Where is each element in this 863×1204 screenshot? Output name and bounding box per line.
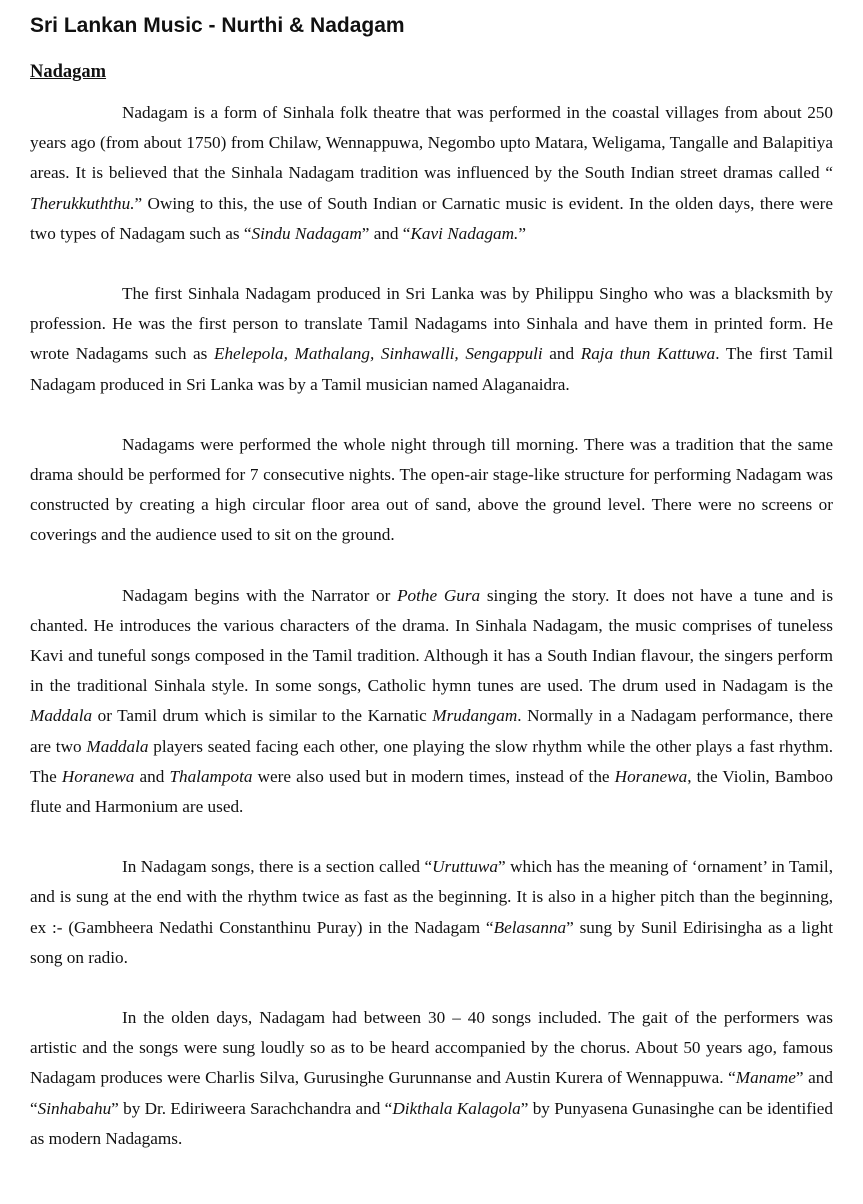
document-title: Sri Lankan Music - Nurthi & Nadagam: [30, 14, 405, 37]
italic-text: Maddala: [86, 736, 149, 756]
paragraph: [30, 279, 833, 400]
text-run: ” sung by Sunil Edirisingha as a light song on radio.: [30, 917, 833, 967]
text-run: . The first Tamil Nadagam produced in Sri Lanka was by a Tamil musician named Alaganaidra.: [30, 344, 834, 394]
italic-text: Horanewa: [61, 766, 135, 786]
italic-text: Ehelepola, Mathalang, Sinhawalli, Sengappuli: [213, 344, 543, 364]
text-run: ” and “: [361, 223, 411, 243]
text-run: ” by Dr. Ediriweera Sarachchandra and “: [111, 1098, 393, 1118]
text-run: and: [134, 766, 170, 786]
text-run: Nadagam is a form of Sinhala folk theatre that was performed in the coastal villages from about 250 years ago (from about 1750) from Chilaw, Wennappuwa, Negombo upto Matara, Weligama, Tangalle and Balapitiya areas. It is believed that the Sinhala Nadagam tradition was influenced by the South Indian street dramas called “: [30, 103, 833, 183]
text-run: Nadagams were performed the whole night through till morning. There was a tradition that the same drama should be performed for 7 consecutive nights. The open-air stage-like structure for performing Nadagam was constructed by creating a high circular floor area out of sand, above the ground level. There were no screens or coverings and the audience used to sit on the ground.: [30, 434, 833, 545]
text-run: The first Sinhala Nadagam produced in Sri Lanka was by Philippu Singho who was a blacksmith by profession. He was the first person to translate Tamil Nadagams into Sinhala and have them in printed form. He wrote Nadagams such as: [30, 284, 833, 364]
text-run: , the Violin, Bamboo flute and Harmonium are used.: [30, 766, 833, 817]
text-run: singing the story. It does not have a tune and is chanted. He introduces the various characters of the drama. In Sinhala Nadagam, the music comprises of tuneless Kavi and tuneful songs composed in the Tamil tradition. Although it has a South Indian flavour, the singers perform in the traditional Sinhala style. In some songs, Catholic hymn tunes are used. The drum used in Nadagam is the: [30, 585, 834, 696]
italic-text: Raja thun Kattuwa: [580, 344, 716, 364]
text-run: and: [542, 344, 581, 364]
italic-text: Horanewa: [614, 766, 688, 786]
text-run: or Tamil drum which is similar to the Karnatic: [92, 706, 433, 726]
text-run: were also used but in modern times, instead of the: [252, 766, 615, 786]
paragraph: [30, 852, 833, 973]
text-run: . Normally in a Nadagam performance, there are two: [30, 706, 833, 756]
italic-text: Belasanna: [493, 917, 567, 937]
text-run: players seated facing each other, one playing the slow rhythm while the other plays a fast rhythm. The: [30, 736, 833, 786]
italic-text: Maname: [735, 1068, 796, 1088]
body-text: [30, 98, 833, 1154]
paragraph: [30, 1003, 833, 1154]
italic-text: Therukkuththu.: [30, 193, 135, 213]
text-run: ” by Punyasena Gunasinghe can be identified as modern Nadagams.: [30, 1098, 833, 1148]
text-run: ”: [518, 223, 526, 243]
text-run: ” Owing to this, the use of South Indian or Carnatic music is evident. In the olden days, there were two types of Nadagam such as “: [30, 193, 833, 243]
section-heading: Nadagam: [30, 62, 107, 82]
text-run: In Nadagam songs, there is a section called “: [122, 857, 433, 877]
italic-text: Dikthala Kalagola: [392, 1098, 521, 1118]
italic-text: Sindu Nadagam: [251, 223, 362, 243]
paragraph: [30, 98, 833, 249]
paragraph: [30, 581, 833, 823]
text-run: ” and “: [30, 1068, 833, 1118]
paragraph: [30, 430, 833, 551]
text-run: Nadagam begins with the Narrator or: [122, 585, 398, 605]
italic-text: Kavi Nadagam.: [410, 223, 519, 243]
italic-text: Thalampota: [169, 766, 253, 786]
text-run: In the olden days, Nadagam had between 30 – 40 songs included. The gait of the performers was artistic and the songs were sung loudly so as to be heard accompanied by the chorus. About 50 years ago, famous Nadagam produces were Charlis Silva, Gurusinghe Gurunnanse and Austin Kurera of Wennappuwa. “: [30, 1008, 833, 1088]
text-run: ” which has the meaning of ‘ornament’ in Tamil, and is sung at the end with the rhythm twice as fast as the beginning. It is also in a higher pitch than the beginning, ex :- (Gambheera Nedathi Constanthinu Puray) in the Nadagam “: [30, 857, 833, 937]
italic-text: Uruttuwa: [432, 857, 498, 877]
italic-text: Sinhabahu: [37, 1098, 112, 1118]
italic-text: Maddala: [30, 706, 93, 726]
italic-text: Pothe Gura: [397, 585, 481, 605]
italic-text: Mrudangam: [432, 706, 518, 726]
